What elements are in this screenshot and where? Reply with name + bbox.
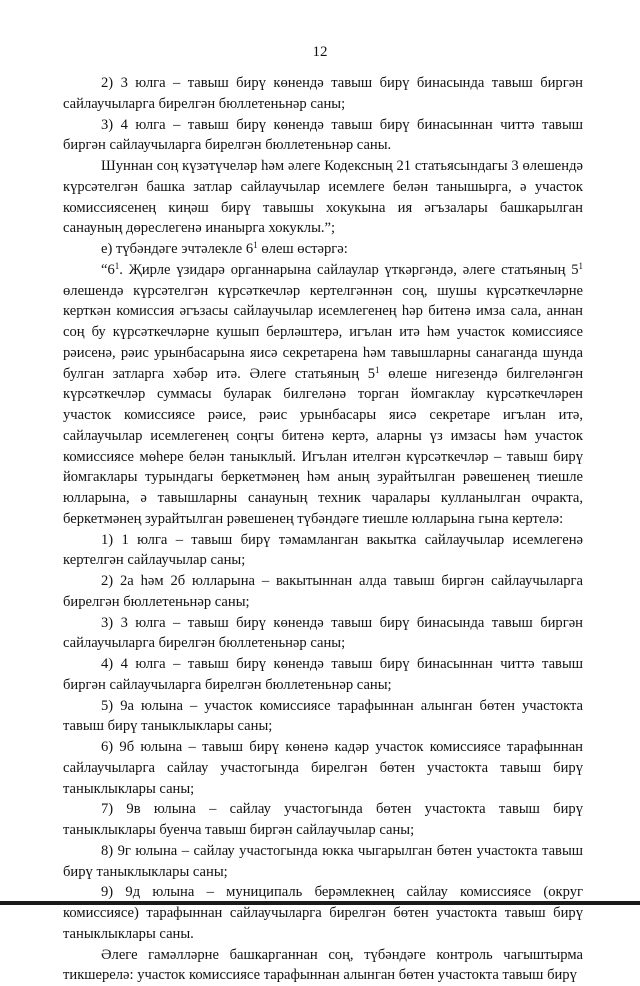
paragraph: “$6^1$. Җирле үзидарә органнарына сайлаулар үткәргәндә, әлеге статьяның $5^1$ өлешендә күрсәтелгән күрсәткечләр кертелгәннән соң, шушы күрсәткечләрне керткән комиссия әгъзасы сайлаучылар исемлегенең һәр битенә имза сала, аннан соң бу күрсәткечләрне кушып берләштерә, игълан итә һәм участок комиссиясе рәисенә, рәис урынбасарына яисә секретарена һәм тавышларны санаганда шунда булган затларга хәбәр итә. Әлеге статьяның $5^1$ өлеше нигезендә билгеләнгән күрсәткечләр суммасы буларак билгеләнә торган йомгаклау күрсәткечләрен участок комиссиясе рәисе, рәис урынбасары яисә секретаре игълан итә, сайлаучылар исемлегенең соңгы битенә кертә, аларны үз имзасы һәм участок комиссиясе мөһере белән таныклый. Игълан ителгән күрсәткечләр – тавыш бирү йомгаклары турындагы беркетмәнең һәм аның зурайтылган рәвешенең тиешле юлларына, ә тавышларны санауның техник чаралары кулланылган очракта, беркетмәнең зурайтылган рәвешенең түбәндәге тиешле юлларына гына кертелә:	[63, 260, 583, 530]
paragraph: 5) 9а юлына – участок комиссиясе тарафыннан алынган бөтен участокта тавыш бирү таныклыклары саны;	[63, 696, 583, 738]
paragraph: 3) 3 юлга – тавыш бирү көнендә тавыш бирү бинасында тавыш биргән сайлаучыларга бирелгән бюллетеньнәр саны;	[63, 613, 583, 655]
superscript-mark: 1	[579, 261, 584, 271]
page-number: 12	[0, 44, 640, 60]
paragraph: 4) 4 юлга – тавыш бирү көнендә тавыш бирү бинасыннан читтә тавыш биргән сайлаучыларга бирелгән бюллетеньнәр саны;	[63, 654, 583, 696]
paragraph: 2) 3 юлга – тавыш бирү көнендә тавыш бирү бинасында тавыш биргән сайлаучыларга бирелгән бюллетеньнәр саны;	[63, 73, 583, 115]
paragraph: Шуннан соң күзәтүчеләр һәм әлеге Кодексның 21 статьясындагы 3 өлешендә күрсәтелгән башка затлар сайлаучылар исемлеге белән танышырга, ә участок комиссиясенең киңәш бирү тавышы хокукына ия әгъзалары башкарылган санауның дөреслегенә инанырга хокуклы.”;	[63, 156, 583, 239]
document-body	[63, 73, 583, 986]
paragraph: 2) 2а һәм 2б юлларына – вакытыннан алда тавыш биргән сайлаучыларга бирелгән бюллетеньнәр саны;	[63, 571, 583, 613]
paragraph: 9) 9д юлына – муниципаль берәмлекнең сайлау комиссиясе (округ комиссиясе) тарафыннан сайлаучыларга бирелгән бөтен участокта тавыш бирү таныклыклары саны.	[63, 882, 583, 944]
superscript-mark: 1	[253, 240, 258, 250]
paragraph: 6) 9б юлына – тавыш бирү көненә кадәр участок комиссиясе тарафыннан сайлаучыларга сайлау участогында бирелгән бөтен участокта тавыш бирү таныклыклары саны;	[63, 737, 583, 799]
paragraph: 7) 9в юлына – сайлау участогында бөтен участокта тавыш бирү таныклыклары буенча тавыш биргән сайлаучылар саны;	[63, 799, 583, 841]
superscript-mark: 1	[375, 365, 380, 375]
paragraph: 1) 1 юлга – тавыш бирү тәмамланган вакытка сайлаучылар исемлегенә кертелгән сайлаучылар саны;	[63, 530, 583, 572]
superscript-mark: 1	[115, 261, 120, 271]
paragraph: 3) 4 юлга – тавыш бирү көнендә тавыш бирү бинасыннан читтә тавыш биргән сайлаучыларга бирелгән бюллетеньнәр саны.	[63, 115, 583, 157]
paragraph: Әлеге гамәлләрне башкарганнан соң, түбәндәге контроль чагыштырма тикшерелә: участок комиссиясе тарафыннан алынган бөтен участокта тавыш бирү	[63, 945, 583, 986]
paragraph: 8) 9г юлына – сайлау участогында юкка чыгарылган бөтен участокта тавыш бирү таныклыклары саны;	[63, 841, 583, 883]
paragraph: е) түбәндәге эчтәлекле $6^1$ өлеш өстәргә:	[63, 239, 583, 260]
scan-edge-strip	[0, 901, 640, 905]
